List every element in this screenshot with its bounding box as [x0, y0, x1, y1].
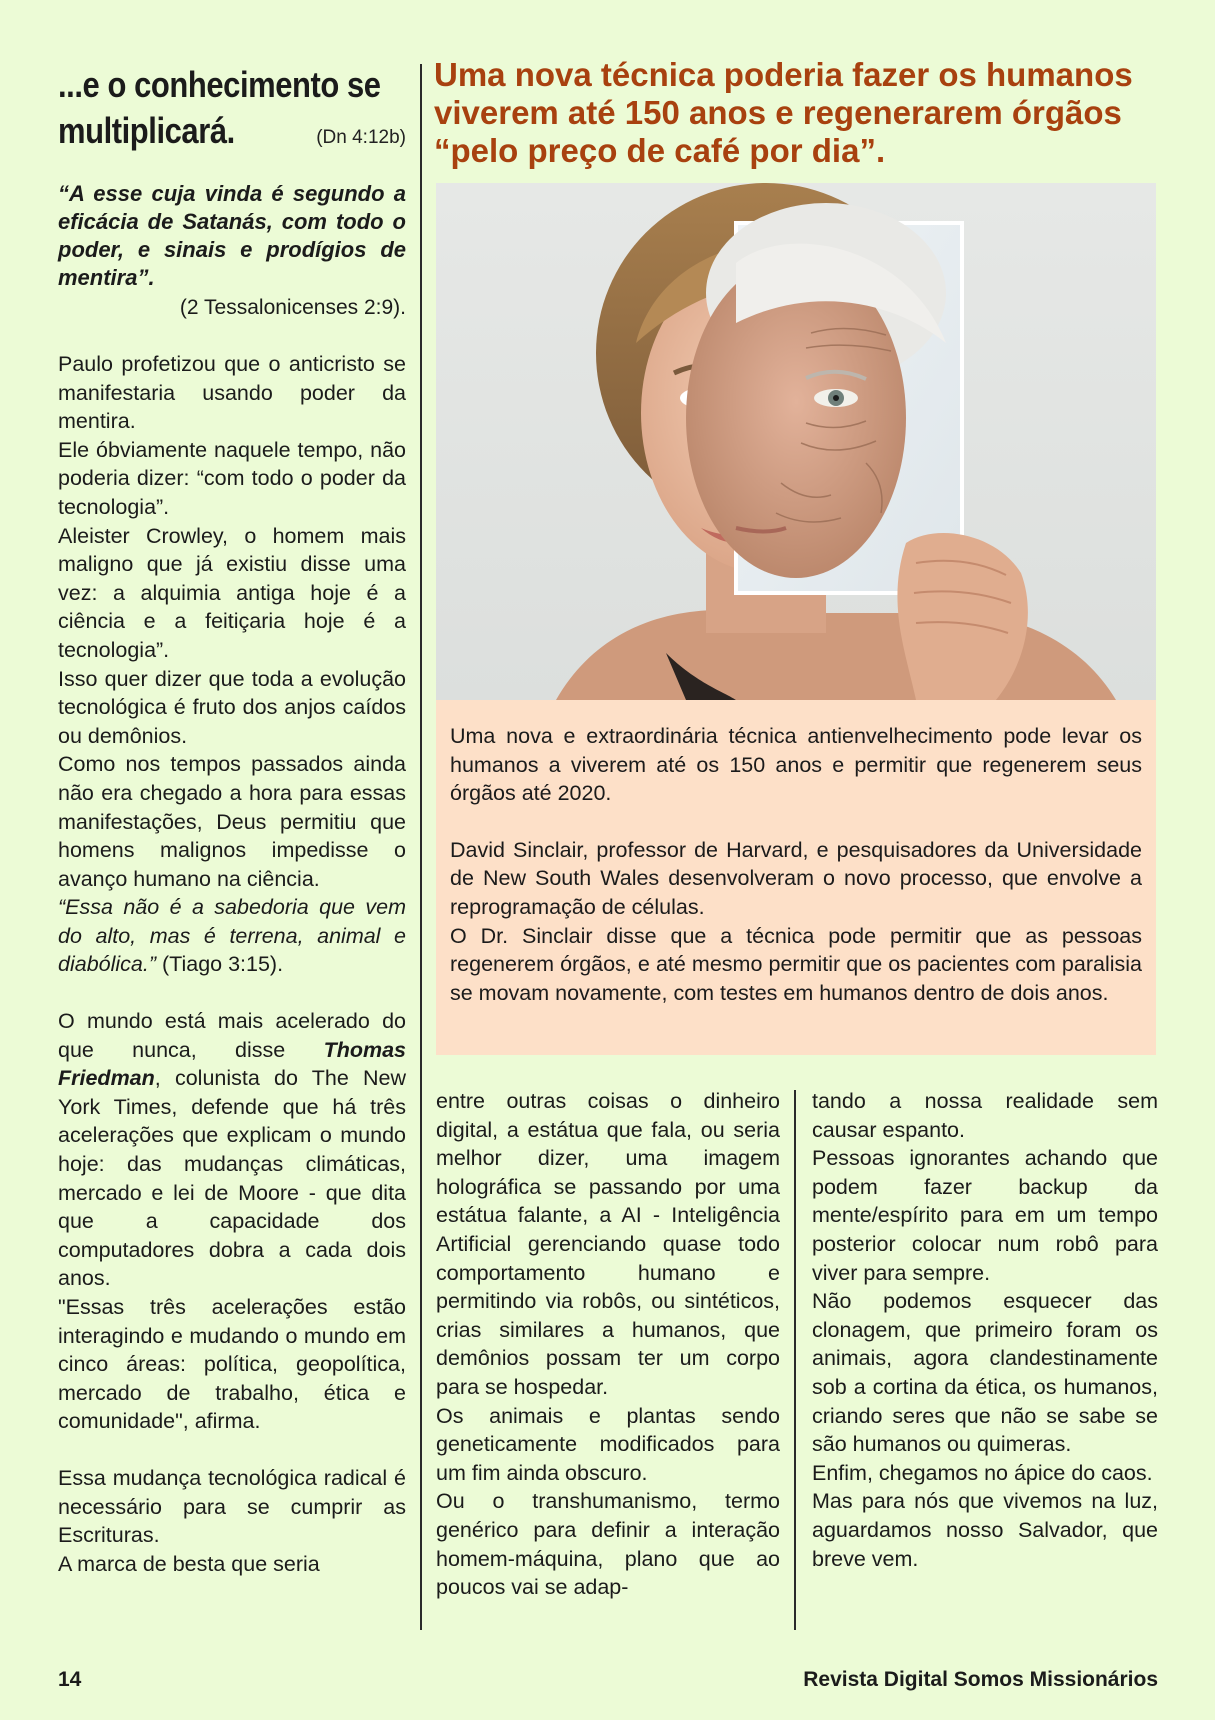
bible-quote: “A esse cuja vinda é segundo a eficácia de Satanás, com todo o poder, e sinais e prodígios de mentira”. [58, 181, 406, 290]
left-body [58, 350, 406, 1578]
left-para: Essa mudança tecnológica radical é necessário para se cumprir as Escrituras. [58, 1465, 406, 1548]
left-para: Ele óbviamente naquele tempo, não poderia dizer: “com todo o poder da tecnologia”. [58, 437, 406, 519]
left-column [58, 62, 406, 1578]
left-title-line2: multiplicará. [58, 110, 235, 151]
left-para [58, 1007, 406, 1293]
left-para: Aleister Crowley, o homem mais maligno que já existiu disse uma vez: a alquimia antiga hoje é a ciência e a feitiçaria hoje é a tecnologia”. [58, 523, 406, 662]
left-para: Como nos tempos passados ainda não era chegado a hora para essas manifestações, Deus permitiu que homens malignos impedisse o avanço humano na ciência. [58, 752, 406, 891]
left-title-line1: ...e o conhecimento se [58, 64, 381, 105]
left-para: "Essas três acelerações estão interagindo e mudando o mundo em cinco áreas: política, geopolítica, mercado de trabalho, ética e comunidade", afirma. [58, 1295, 406, 1434]
article-photo [436, 183, 1156, 700]
middle-column [436, 1087, 780, 1602]
article-headline: Uma nova técnica poderia fazer os humanos viverem até 150 anos e regenerarem órgãos “pelo preço de café por dia”. [434, 56, 1133, 169]
left-para-text: O mundo está mais acelerado do que nunca, disse [58, 1009, 406, 1062]
article-caption-box [436, 700, 1156, 1055]
caption-para: O Dr. Sinclair disse que a técnica pode permitir que as pessoas regenerem órgãos, e até mesmo permitir que os pacientes com paralisia se movam novamente, com testes em humanos dentro de dois anos. [450, 923, 1142, 1005]
caption-para: David Sinclair, professor de Harvard, e pesquisadores da Universidade de New South Wales desenvolveram o novo processo, que envolve a reprogramação de células. [450, 837, 1142, 919]
friedman-name: Thomas Friedman [58, 1037, 406, 1091]
mid-para: entre outras coisas o dinheiro digital, a estátua que fala, ou seria melhor dizer, uma imagem holográfica se passando por uma estátua falante, a AI - Inteligência Artificial gerenciando quase todo comportamento humano e permitindo via robôs, ou sintéticos, crias similares a humanos, que demônios possam ter um corpo para se hospedar. [436, 1089, 780, 1399]
bible-quote-ref: (2 Tessalonicenses 2:9). [179, 296, 406, 319]
left-title-row2 [58, 108, 406, 154]
left-para: A marca de besta que seria [58, 1551, 320, 1576]
left-para: Paulo profetizou que o anticristo se manifestaria usando poder da mentira. [58, 352, 406, 434]
right-para: Não podemos esquecer das clonagem, que primeiro foram os animais, agora clandestinamente sob a cortina da ética, os humanos, criando seres que não se sabe se são humanos ou quimeras. [812, 1289, 1158, 1457]
left-para-text: , colunista do The New York Times, defende que há três acelerações que explicam o mundo hoje: das mudanças climáticas, mercado e lei de Moore - que dita que a capacidade dos computadores dobra a cada dois anos. [58, 1066, 406, 1291]
young-old-face-image [436, 183, 1156, 700]
left-title-ref: (Dn 4:12b) [316, 127, 406, 148]
right-para: Mas para nós que vivemos na luz, aguardamos nosso Salvador, que breve vem. [812, 1489, 1158, 1571]
mid-para: Ou o transhumanismo, termo genérico para definir a interação homem-máquina, plano que ao poucos vai se adap- [436, 1489, 780, 1600]
left-para [58, 893, 406, 979]
magazine-name: Revista Digital Somos Missionários [803, 1668, 1158, 1691]
james-ref: (Tiago 3:15). [156, 952, 284, 977]
right-column [812, 1087, 1158, 1573]
caption-para: Uma nova e extraordinária técnica antienvelhecimento pode levar os humanos a viverem até os 150 anos e permitir que regenerem seus órgãos até 2020. [450, 724, 1142, 806]
left-para: Isso quer dizer que toda a evolução tecnológica é fruto dos anjos caídos ou demônios. [58, 666, 406, 748]
james-quote: “Essa não é a sabedoria que vem do alto, mas é terrena, animal e diabólica.” [58, 895, 406, 977]
column-divider [794, 1090, 796, 1630]
right-para: Pessoas ignorantes achando que podem fazer backup da mente/espírito para em um tempo posterior colocar num robô para viver para sempre. [812, 1146, 1158, 1285]
mid-para: Os animais e plantas sendo geneticamente modificados para um fim ainda obscuro. [436, 1403, 780, 1485]
right-para: tando a nossa realidade sem causar espanto. [812, 1089, 1158, 1142]
page-number: 14 [58, 1668, 82, 1691]
column-divider [420, 64, 422, 1630]
right-para: Enfim, chegamos no ápice do caos. [812, 1460, 1153, 1485]
